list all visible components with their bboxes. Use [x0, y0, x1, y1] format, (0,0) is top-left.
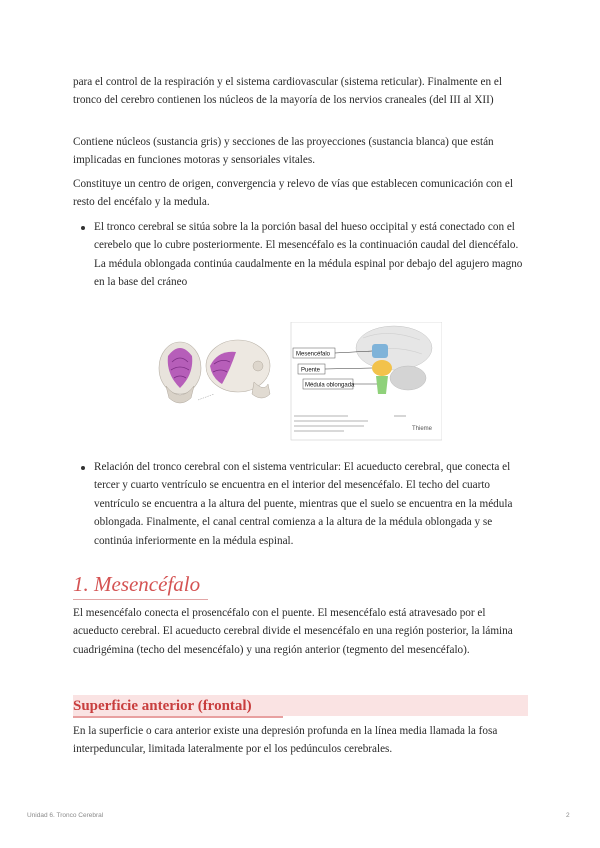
skull-lateral-view	[198, 340, 270, 400]
brainstem-figure	[158, 322, 442, 442]
brainstem-illustration	[158, 322, 442, 442]
label-puente: Puente	[301, 367, 321, 374]
paragraph-respiration: para el control de la respiración y el sistema cardiovascular (sistema reticular). Finalmente en el tronco del cerebro contienen los núcleos de la mayoría de los nervios craneales (del III al XII)	[73, 76, 502, 107]
bullet-brainstem-location: El tronco cerebral se sitúa sobre la la porción basal del hueso occipital y está conectado con el cerebelo que lo cubre posteriormente. El mesencéfalo es la continuación caudal del diencéfalo. La médula oblongada continúa caudalmente en la médula espinal por debajo del agujero magno en la base del cráneo	[94, 221, 523, 289]
sagittal-panel	[291, 322, 442, 440]
publisher-logo: Thieme	[412, 426, 433, 432]
heading-underline	[73, 599, 208, 600]
bullet-dot	[81, 466, 85, 470]
medulla-region	[376, 376, 388, 394]
label-medula-oblongada: Médula oblongada	[305, 382, 355, 389]
footer-unit-title: Unidad 6. Tronco Cerebral	[27, 812, 104, 819]
paragraph-mesencefalo: El mesencéfalo conecta el prosencéfalo con el puente. El mesencéfalo está atravesado por el acueducto cerebral. El acueducto cerebral divide el mesencéfalo en una región posterior, la lámina cuadrigémina (techo del mesencéfalo) y una región anterior (tegmento del mesencéfalo).	[73, 607, 513, 656]
paragraph-superficie-anterior: En la superficie o cara anterior existe una depresión profunda en la línea media llamada la fosa interpeduncular, limitada lateralmente por el los pedúnculos cerebrales.	[73, 725, 498, 756]
pons-region	[372, 360, 392, 376]
bullet-dot	[81, 226, 85, 230]
bullet-ventricular-system: Relación del tronco cerebral con el sistema ventricular: El acueducto cerebral, que conecta el tercer y cuarto ventrículo se encuentra en el interior del mesencéfalo. El techo del cuarto ventrículo se encuentra a la altura del puente, mientras que el suelo se encuentra en la médula oblongada. Finalmente, el canal central comienza a la altura de la médula oblongada y se continúa inferiormente en la médula espinal.	[94, 461, 513, 547]
paragraph-nuclei: Contiene núcleos (sustancia gris) y secciones de las proyecciones (sustancia blanca) que están implicadas en funciones motoras y sensoriales vitales.	[73, 136, 494, 167]
mesencephalon-region	[372, 344, 388, 358]
section-heading-mesencefalo: 1. Mesencéfalo	[73, 572, 201, 596]
label-mesencefalo: Mesencéfalo	[296, 351, 331, 358]
subheading-superficie-anterior: Superficie anterior (frontal)	[73, 698, 252, 714]
subheading-underline	[73, 716, 283, 718]
paragraph-relay: Constituye un centro de origen, convergencia y relevo de vías que establecen comunicación con el resto del encéfalo y la medula.	[73, 178, 513, 209]
skull-posterior-view	[159, 342, 201, 403]
page-number: 2	[566, 812, 570, 819]
